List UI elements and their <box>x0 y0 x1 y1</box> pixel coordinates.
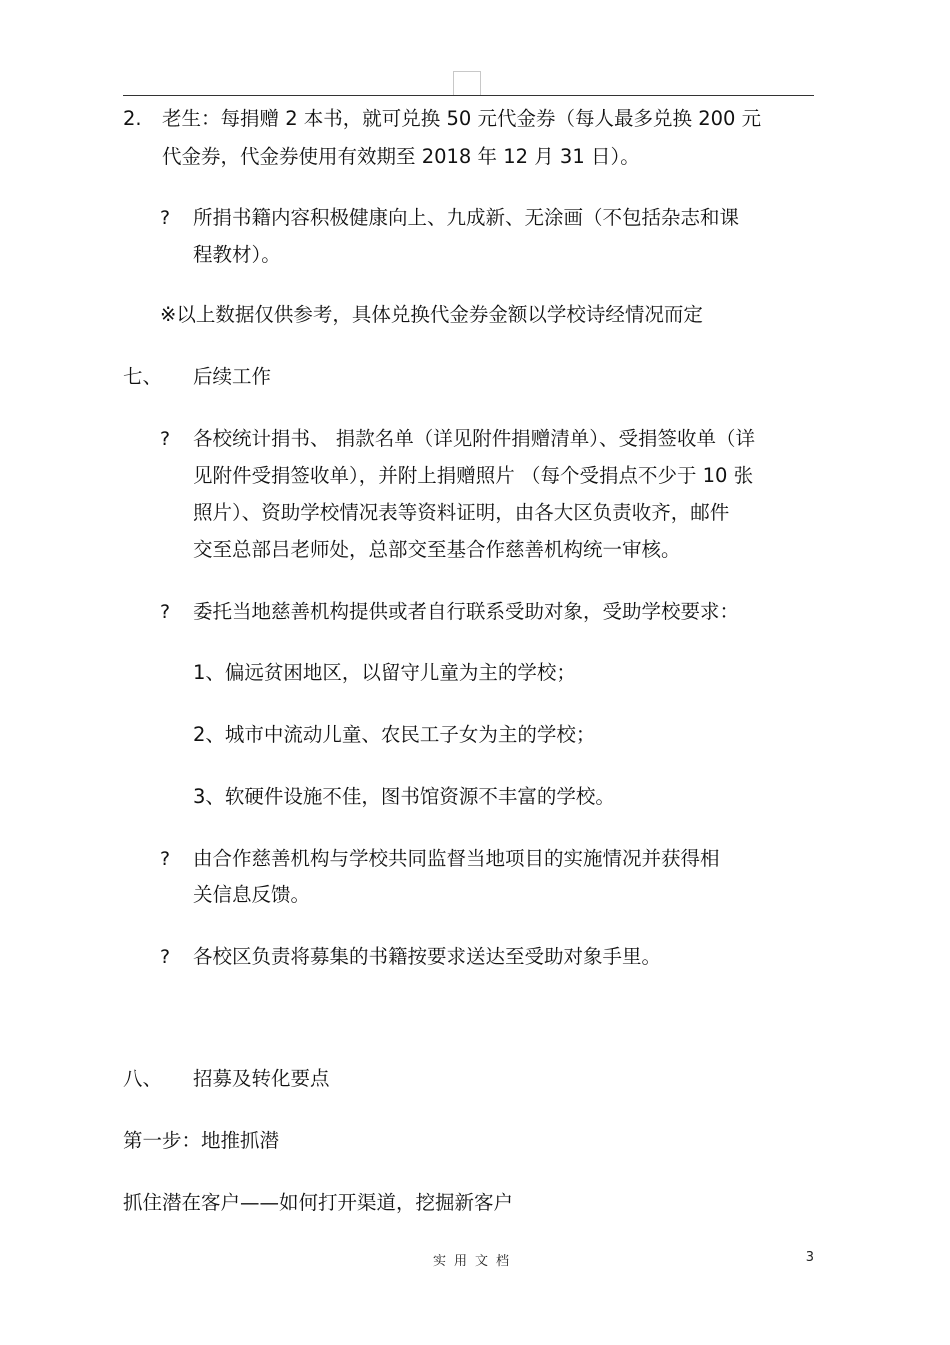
bullet-marker: ? <box>160 946 171 968</box>
item-number: 2. <box>123 107 142 130</box>
bullet-entrust: 委托当地慈善机构提供或者自行联系受助对象，受助学校要求： <box>193 600 740 623</box>
bullet-marker: ? <box>160 601 171 623</box>
footer-label: 实用文档 <box>432 1254 517 1269</box>
bullet-marker: ? <box>160 207 171 229</box>
bullet-deliver: 各校区负责将募集的书籍按要求送达至受助对象手里。 <box>193 945 662 968</box>
section-7-number: 七、 <box>123 365 163 388</box>
bullet-supervise-line-2: 关信息反馈。 <box>193 883 311 906</box>
section-8-number: 八、 <box>123 1067 163 1090</box>
requirement-item-2: 2、城市中流动儿童、农民工子女为主的学校； <box>193 723 596 746</box>
bullet-books-line-2: 程教材）。 <box>193 243 281 266</box>
bullet-stats-line-1: 各校统计捐书、 捐款名单（详见附件捐赠清单）、受捐签收单（详 <box>193 427 755 450</box>
reference-note: ※以上数据仅供参考，具体兑换代金券金额以学校诗经情况而定 <box>160 303 703 326</box>
requirement-item-1: 1、偏远贫困地区，以留守儿童为主的学校； <box>193 661 576 684</box>
bullet-supervise-line-1: 由合作慈善机构与学校共同监督当地项目的实施情况并获得相 <box>193 847 720 870</box>
section-7-title: 后续工作 <box>193 365 272 388</box>
header-rule <box>123 95 814 96</box>
bullet-books-line-1: 所捐书籍内容积极健康向上、九成新、无涂画（不包括杂志和课 <box>193 206 740 229</box>
header-box <box>453 71 481 95</box>
bullet-stats-line-2: 见附件受捐签收单），并附上捐赠照片 （每个受捐点不少于 10 张 <box>193 464 754 487</box>
requirement-item-3: 3、软硬件设施不佳，图书馆资源不丰富的学校。 <box>193 785 615 808</box>
bullet-stats-line-3: 照片）、资助学校情况表等资料证明，由各大区负责收齐，邮件 <box>193 501 730 524</box>
step-1-heading: 第一步：地推抓潜 <box>123 1129 280 1152</box>
section-8-title: 招募及转化要点 <box>193 1067 330 1090</box>
page-number: 3 <box>805 1250 814 1265</box>
bullet-marker: ? <box>160 848 171 870</box>
bullet-marker: ? <box>160 428 171 450</box>
item2-line-1: 老生：每捐赠 2 本书，就可兑换 50 元代金券（每人最多兑换 200 元 <box>162 107 762 130</box>
item2-line-2: 代金券，代金券使用有效期至 2018 年 12 月 31 日）。 <box>162 145 640 168</box>
step-1-subheading: 抓住潜在客户——如何打开渠道，挖掘新客户 <box>123 1191 514 1214</box>
bullet-stats-line-4: 交至总部吕老师处，总部交至基合作慈善机构统一审核。 <box>193 538 681 561</box>
